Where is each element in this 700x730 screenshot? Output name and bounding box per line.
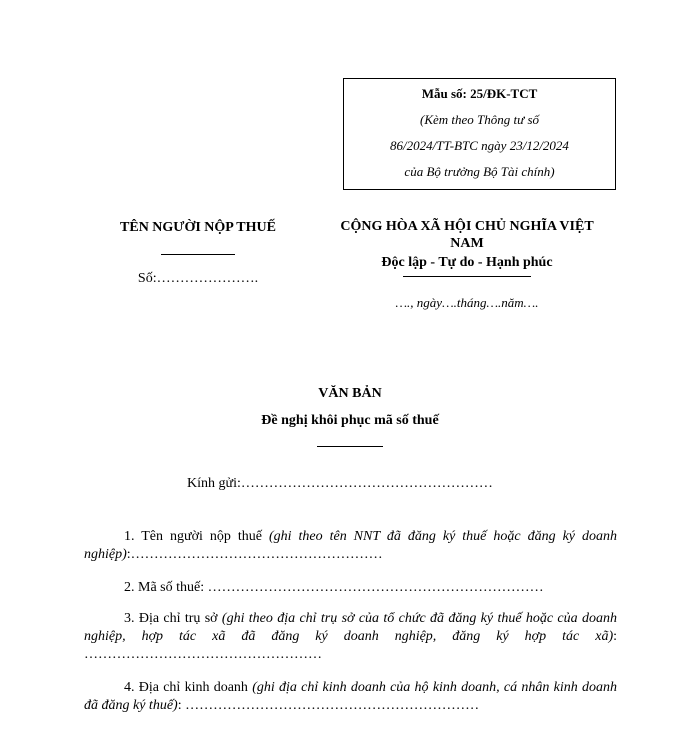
item-note: (ghi địa chỉ kinh doanh của hộ kinh doanh, cá nhân kinh doanh đã đăng ký thuế): [84, 680, 617, 713]
taxpayer-name-title: TÊN NGƯỜI NỘP THUẾ: [120, 220, 276, 235]
document-title-block: [100, 384, 600, 447]
item-label: 2. Mã số thuế:: [124, 580, 208, 595]
motto-underline: [403, 276, 531, 277]
title-underline: [317, 446, 383, 447]
form-circular-line3: của Bộ trưởng Bộ Tài chính): [404, 164, 555, 179]
taxpayer-underline: [161, 254, 235, 255]
item-tax-code: [84, 579, 617, 597]
item-fill: ………………………………………………………………: [207, 580, 544, 595]
document-type: VĂN BẢN: [318, 386, 382, 401]
item-note: (ghi theo tên NNT đã đăng ký thuế hoặc đăng ký doanh nghiệp): [84, 529, 617, 562]
addressee-line: Kính gửi:………………………………………………: [187, 476, 493, 491]
national-motto: Độc lập - Tự do - Hạnh phúc: [381, 255, 553, 270]
item-business-address: [84, 679, 617, 715]
national-header: [318, 218, 616, 311]
form-code: Mẫu số: 25/ĐK-TCT: [421, 86, 538, 101]
item-label: 3. Địa chỉ trụ sở: [124, 611, 222, 626]
item-fill: : ……………………………………………: [84, 629, 617, 662]
form-circular-line2: 86/2024/TT-BTC ngày 23/12/2024: [390, 138, 569, 153]
document-subject: Đề nghị khôi phục mã số thuế: [261, 413, 439, 428]
form-code-box: [343, 78, 616, 190]
item-label: 4. Địa chỉ kinh doanh: [124, 680, 253, 695]
document-number: Số:………………….: [137, 271, 259, 286]
item-fill: : ………………………………………………………: [177, 698, 480, 713]
form-circular-line1: (Kèm theo Thông tư số: [419, 112, 540, 127]
nation-name: CỘNG HÒA XÃ HỘI CHỦ NGHĨA VIỆT NAM: [340, 219, 594, 251]
item-taxpayer-name: [84, 528, 617, 564]
place-date-line: …., ngày….tháng….năm….: [395, 295, 539, 310]
item-label: 1. Tên người nộp thuế: [124, 529, 269, 544]
item-head-office-address: [84, 610, 617, 664]
item-note: (ghi theo địa chỉ trụ sở của tổ chức đã đăng ký thuế hoặc của doanh nghiệp, hợp tác xã đã đăng ký doanh nghiệp, đăng ký hợp tác xã): [84, 611, 617, 644]
item-fill: :………………………………………………: [126, 547, 383, 562]
taxpayer-header: [88, 218, 308, 287]
